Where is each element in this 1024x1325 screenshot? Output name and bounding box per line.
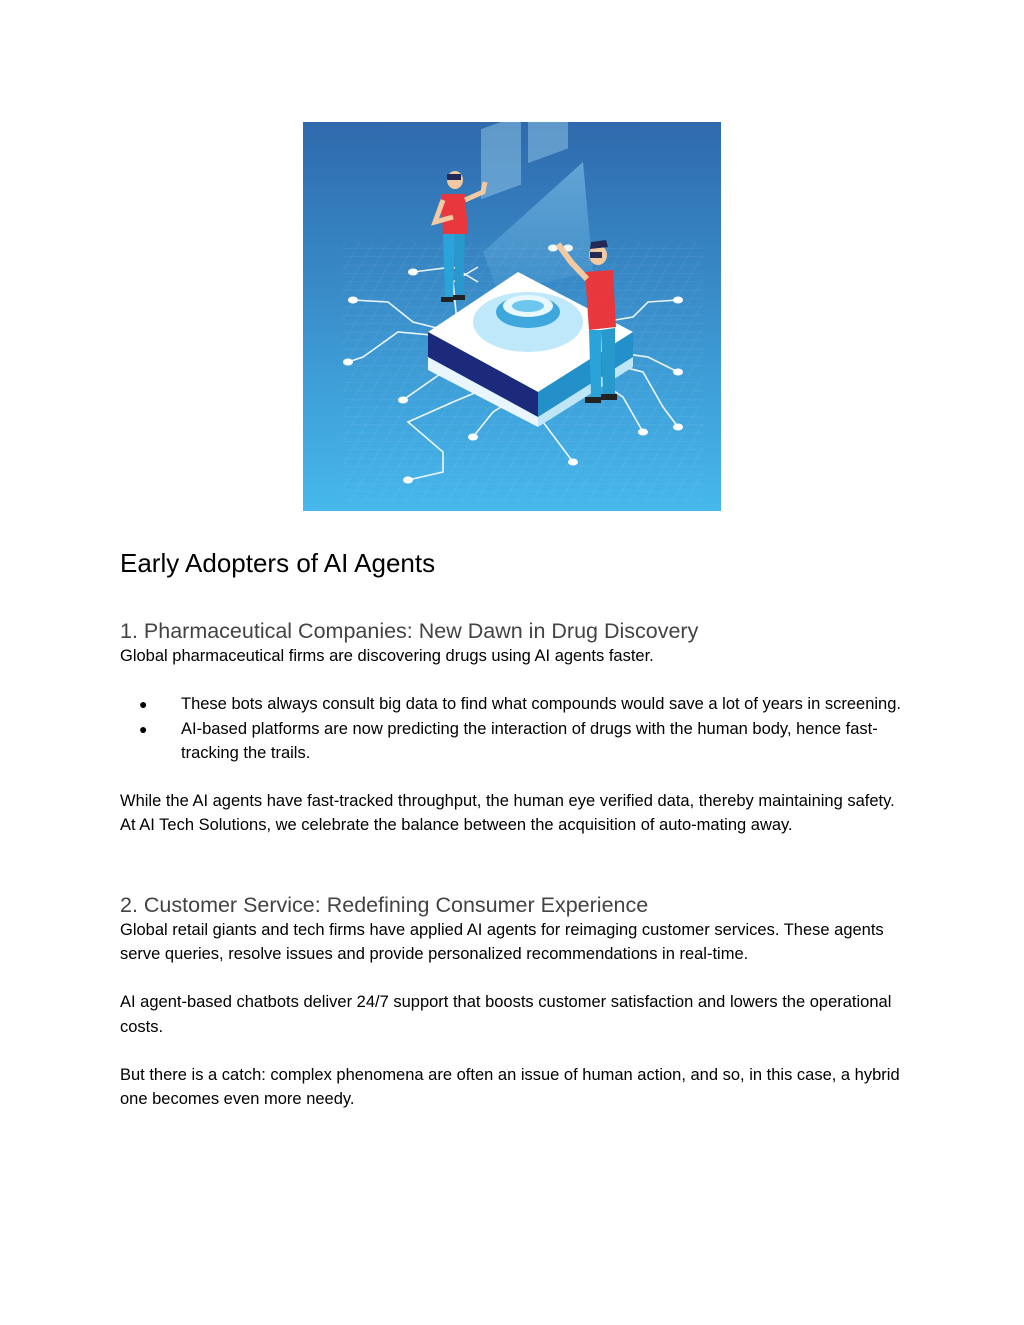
- bullet-icon: ●: [139, 696, 148, 713]
- paragraph: While the AI agents have fast-tracked throughput, the human eye verified data, thereby maintaining safety. At AI Tech Solutions, we celebrate the balance between the acquisition of auto-mating away.: [120, 792, 895, 835]
- page-title: Early Adopters of AI Agents: [120, 548, 436, 578]
- list-item: [120, 692, 904, 716]
- hero-illustration: [303, 122, 721, 511]
- list-item-text: These bots always consult big data to find what compounds would save a lot of years in screening.: [181, 695, 901, 714]
- bullet-icon: ●: [139, 720, 148, 737]
- paragraph: But there is a catch: complex phenomena are often an issue of human action, and so, in this case, a hybrid one becomes even more needy.: [120, 1065, 900, 1109]
- list-item: [120, 717, 904, 766]
- section-title: 2. Customer Service: Redefining Consumer Experience: [120, 892, 649, 917]
- section-title: 1. Pharmaceutical Companies: New Dawn in Drug Discovery: [120, 619, 699, 643]
- list-item-text: AI-based platforms are now predicting the interaction of drugs with the human body, hence fast-tracking the trails.: [181, 719, 878, 762]
- article-body: [120, 540, 904, 1112]
- section-customer-service: [120, 892, 904, 1112]
- paragraph: Global retail giants and tech firms have applied AI agents for reimaging customer services. These agents serve queries, resolve issues and provide personalized recommendations in real-time.: [120, 920, 884, 964]
- bullet-list: [120, 692, 904, 765]
- section-pharmaceutical: [120, 618, 904, 838]
- ai-agents-illustration: [303, 122, 721, 511]
- paragraph: AI agent-based chatbots deliver 24/7 support that boosts customer satisfaction and lowers the operational costs.: [120, 993, 892, 1036]
- section-intro: Global pharmaceutical firms are discovering drugs using AI agents faster.: [120, 647, 654, 665]
